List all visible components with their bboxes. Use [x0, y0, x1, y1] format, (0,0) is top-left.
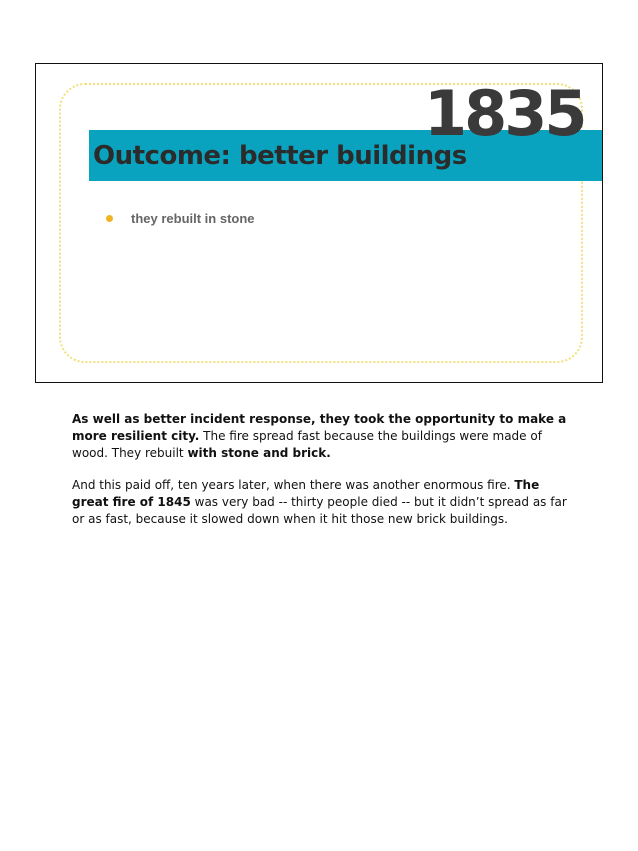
notes-p2-text-1: And this paid off, ten years later, when there was another enormous fire.	[72, 477, 515, 492]
notes-paragraph-1	[72, 411, 572, 463]
notes-paragraph-2	[72, 477, 572, 529]
bullet-dot-icon	[106, 215, 113, 222]
speaker-notes	[72, 411, 572, 542]
notes-p2-text-2: was very bad -- thirty people died -- but it didn’t spread as far or as fast, because it slowed down when it hit those new brick buildings.	[72, 494, 567, 527]
bullet-item	[106, 211, 255, 226]
notes-p1-bold-2: with stone and brick.	[187, 446, 331, 461]
slide-title: Outcome: better buildings	[93, 141, 467, 171]
notes-p1-text-1: The fire spread fast because the buildings were made of wood. They rebuilt	[72, 429, 542, 461]
year-label: 1835	[424, 77, 585, 150]
bullet-text: they rebuilt in stone	[131, 211, 255, 226]
slide	[35, 63, 603, 383]
notes-p1-bold-1: As well as better incident response, they took the opportunity to make a more resilient city.	[72, 412, 567, 444]
notes-p2-bold-1: The great fire of 1845	[72, 477, 540, 509]
